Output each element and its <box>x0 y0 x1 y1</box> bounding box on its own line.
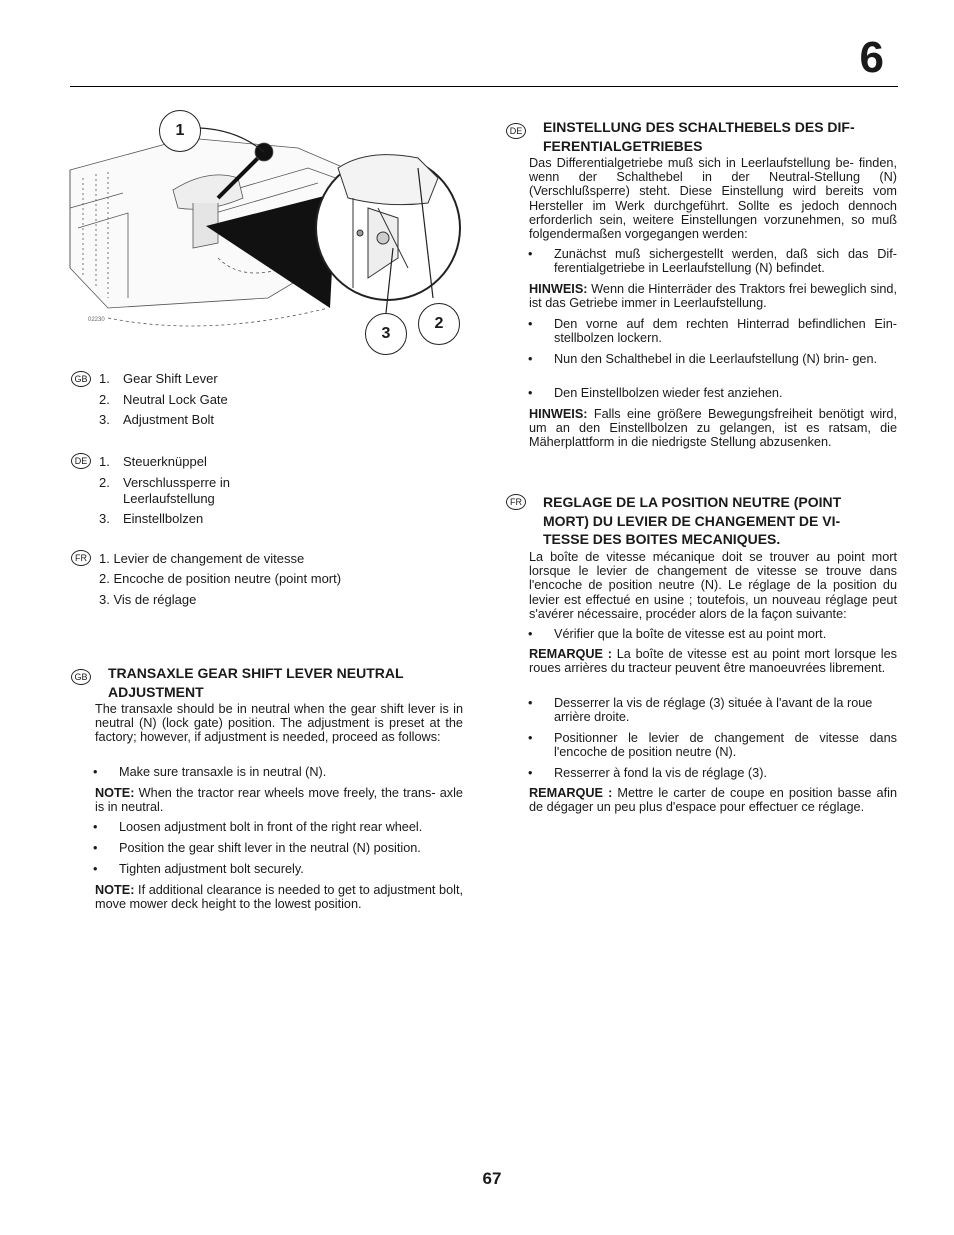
legend-de: 1. Steuerknüppel 2. Verschlussperre in Leerlaufstellung 3. Einstellbolzen <box>99 454 230 526</box>
gb-bullet-2: • Loosen adjustment bolt in front of the right rear wheel. <box>93 820 423 834</box>
lang-badge-de: DE <box>71 453 91 469</box>
fr-bullet-1: • Vérifier que la boîte de vitesse est au point mort. <box>528 627 827 641</box>
legend-fr-1: 1. Levier de changement de vitesse <box>99 551 305 566</box>
de-heading-line2: FERENTIALGETRIEBES <box>543 138 703 154</box>
chapter-number: 6 <box>859 33 884 82</box>
callout-1: 1 <box>159 110 201 152</box>
gb-heading-line1: TRANSAXLE GEAR SHIFT LEVER NEUTRAL <box>108 665 404 681</box>
callout-2: 2 <box>418 303 460 345</box>
gb-bullet-4: • Tighten adjustment bolt securely. <box>93 862 304 876</box>
lang-badge-gb-section: GB <box>71 669 91 685</box>
lang-badge-fr-section: FR <box>506 494 526 510</box>
lang-badge-de-section: DE <box>506 123 526 139</box>
fr-note-2: REMARQUE : Mettre le carter de coupe en position basse afin de dégager un peu plus d'espace pour effectuer ce réglage. <box>529 786 898 815</box>
de-heading-line1: EINSTELLUNG DES SCHALTHEBELS DES DIF- <box>543 119 855 135</box>
page-number: 67 <box>482 1169 502 1188</box>
gb-note-2: NOTE: If additional clearance is needed to get to adjustment bolt, move mower deck height to the lowest position. <box>95 883 463 912</box>
lang-badge-gb: GB <box>71 371 91 387</box>
gb-intro: The transaxle should be in neutral when the gear shift lever is in neutral (N) (lock gate) position. The adjustment is preset at the factory; however, if adjustment is needed, proceed as follows: <box>95 702 463 745</box>
de-bullet-3: • Nun den Schalthebel in die Leerlaufstellung (N) brin- gen. <box>528 352 878 366</box>
legend-gb: 1. Gear Shift Lever 2. Neutral Lock Gate 3. Adjustment Bolt <box>99 371 228 427</box>
callout-3: 3 <box>365 313 407 355</box>
header-rule <box>70 86 898 87</box>
de-intro: Das Differentialgetriebe muß sich in Leerlaufstellung be- finden, wenn der Schalthebel in der Neutral-Stellung (N) (Verschlußsperre) steht. Diese Einstellung wird bereits vom Hersteller im Werk durchgeführt. Sollte es jedoch dennoch erforderlich sein, weitere Einstellungen vorzunehmen, so muß folgendermaßen vorgegangen werden: <box>529 156 897 242</box>
de-note-2: HINWEIS: Falls eine größere Bewegungsfreiheit benötigt wird, um an den Einstellbolzen zu gelangen, ist es ratsam, die Mäherplattform in die niedrigste Stellung abzusenken. <box>529 407 897 450</box>
fr-bullet-2: • Desserrer la vis de réglage (3) située à l'avant de la roue arrière droite. <box>528 696 873 725</box>
legend-fr-2: 2. Encoche de position neutre (point mort) <box>99 571 342 586</box>
de-note-1: HINWEIS: Wenn die Hinterräder des Traktors frei beweglich sind, ist das Getriebe immer in Leerlaufstellung. <box>529 282 897 311</box>
fr-heading-line2: MORT) DU LEVIER DE CHANGEMENT DE VI- <box>543 513 841 529</box>
de-bullet-4: • Den Einstellbolzen wieder fest anziehen. <box>528 386 783 400</box>
figure-code: 02230 <box>88 317 105 323</box>
gb-heading-line2: ADJUSTMENT <box>108 684 204 700</box>
fr-bullet-4: • Resserrer à fond la vis de réglage (3). <box>528 766 767 780</box>
de-bullet-1: • Zunächst muß sichergestellt werden, daß sich das Dif- ferentialgetriebe in Leerlaufstellung (N) befindet. <box>528 247 897 276</box>
gear-shift-figure <box>68 108 468 353</box>
fr-note-1: REMARQUE : La boîte de vitesse est au point mort lorsque les roues arrières du tracteur peuvent être manoeuvrées librement. <box>529 647 898 676</box>
gb-bullet-3: • Position the gear shift lever in the neutral (N) position. <box>93 841 421 855</box>
fr-intro: La boîte de vitesse mécanique doit se trouver au point mort lorsque le levier de changement de vitesse se trouve dans l'encoche de position neutre (N). Le réglage de la position du levier est effectué en usine ; toutefois, un nouveau réglage peut s'avérer nécessaire, procéder alors de la façon suivante: <box>529 550 897 621</box>
gb-note-1: NOTE: When the tractor rear wheels move freely, the trans- axle is in neutral. <box>95 786 463 815</box>
legend-fr-3: 3. Vis de réglage <box>99 592 197 607</box>
fr-bullet-3: • Positionner le levier de changement de vitesse dans l'encoche de position neutre (N). <box>528 731 897 760</box>
fr-heading-line3: TESSE DES BOITES MECANIQUES. <box>543 531 781 547</box>
lang-badge-fr: FR <box>71 550 91 566</box>
gb-bullet-1: • Make sure transaxle is in neutral (N). <box>93 765 327 779</box>
fr-heading-line1: REGLAGE DE LA POSITION NEUTRE (POINT <box>543 494 842 510</box>
de-bullet-2: • Den vorne auf dem rechten Hinterrad befindlichen Ein- stellbolzen lockern. <box>528 317 897 346</box>
